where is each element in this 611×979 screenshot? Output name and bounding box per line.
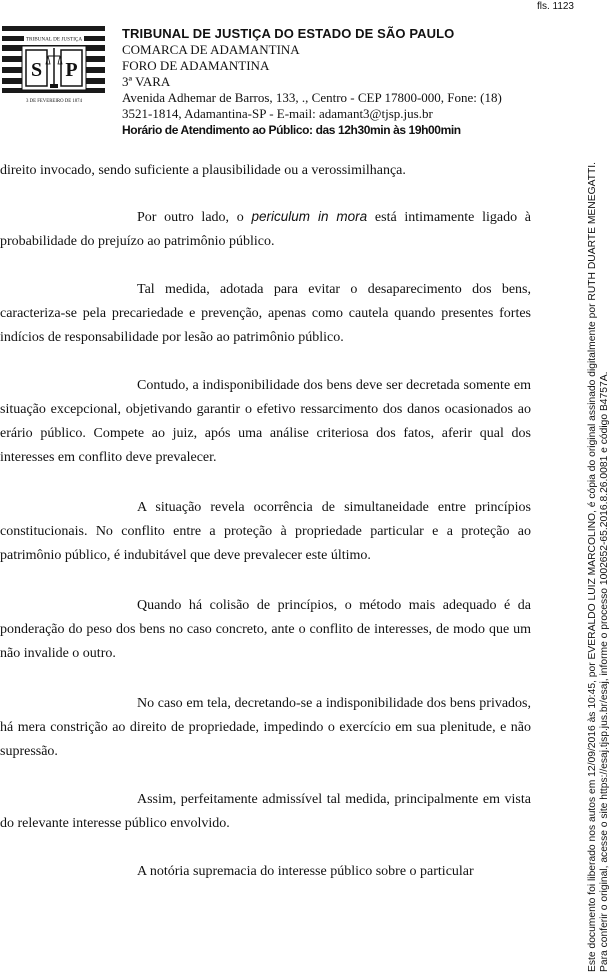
paragraph-8: Assim, perfeitamente admissível tal medida, principalmente em vista do relevante interesse público envolvido. — [0, 792, 531, 831]
address-line-2: 3521-1814, Adamantina-SP - E-mail: adamant3@tjsp.jus.br — [122, 106, 433, 121]
paragraph-5: A situação revela ocorrência de simultaneidade entre princípios constitucionais. No conflito entre a proteção à propriedade particular e a proteção ao patrimônio público, é indubitável que deve prevalecer este último. — [0, 500, 531, 563]
paragraph-9: A notória supremacia do interesse público sobre o particular — [137, 864, 474, 879]
vara: 3ª VARA — [122, 74, 171, 89]
court-title: TRIBUNAL DE JUSTIÇA DO ESTADO DE SÃO PAULO — [122, 26, 455, 41]
page-number: fls. 1123 — [536, 1, 574, 12]
paragraph-3: Tal medida, adotada para evitar o desaparecimento dos bens, caracteriza-se pela precariedade e prevenção, apenas como cautela quando presentes fortes indícios de responsabilidade por lesão ao patrimônio público. — [0, 282, 531, 345]
paragraph-2-end: está intimamente ligado à probabilidade do prejuízo ao patrimônio público. — [0, 210, 531, 249]
comarca: COMARCA DE ADAMANTINA — [122, 42, 300, 57]
court-seal-logo — [2, 26, 105, 108]
signature-line-2: Para conferir o original, acesse o site https://esaj.tjsp.jus.br/esaj, informe o processo 1002652-65.2016.8.26.0081 e código B4757A. — [599, 371, 610, 972]
seal-letter-s: S — [30, 59, 43, 81]
paragraph-4: Contudo, a indisponibilidade dos bens deve ser decretada somente em situação excepcional, objetivando garantir o efetivo ressarcimento dos danos ocasionados ao erário público. Compete ao juiz, após uma análise criteriosa dos fatos, aferir qual dos interesses em conflito deve prevalecer. — [0, 378, 531, 465]
paragraph-1: direito invocado, sendo suficiente a plausibilidade ou a verossimilhança. — [0, 163, 406, 178]
paragraph-2-start: Por outro lado, o — [137, 210, 252, 225]
document-body — [0, 159, 531, 884]
paragraph-2 — [0, 205, 531, 254]
seal-date-text: 3 DE FEVEREIRO DE 1874 — [26, 99, 82, 104]
paragraph-6: Quando há colisão de princípios, o método mais adequado é da ponderação do peso dos bens no caso concreto, ante o conflito de interesses, de modo que um não invalide o outro. — [0, 598, 531, 661]
seal-letter-p: P — [65, 59, 78, 81]
digital-signature-notice — [587, 162, 611, 972]
address-line-1: Avenida Adhemar de Barros, 133, ., Centro - CEP 17800-000, Fone: (18) — [122, 90, 502, 105]
seal-top-text: TRIBUNAL DE JUSTIÇA — [25, 36, 83, 43]
latin-term: periculum in mora — [251, 209, 368, 224]
signature-line-1: Este documento foi liberado nos autos em 12/09/2016 às 10:45, por EVERALDO LUIZ MARCOLINO, é cópia do original assinado digitalmente por RUTH DUARTE MENEGATTI. — [587, 161, 598, 972]
foro: FORO DE ADAMANTINA — [122, 58, 270, 73]
office-hours: Horário de Atendimento ao Público: das 12h30min às 19h00min — [122, 123, 461, 137]
paragraph-7: No caso em tela, decretando-se a indisponibilidade dos bens privados, há mera constrição ao direito de propriedade, impedindo o exercício em sua plenitude, e não supressão. — [0, 696, 531, 759]
court-header — [122, 26, 562, 139]
